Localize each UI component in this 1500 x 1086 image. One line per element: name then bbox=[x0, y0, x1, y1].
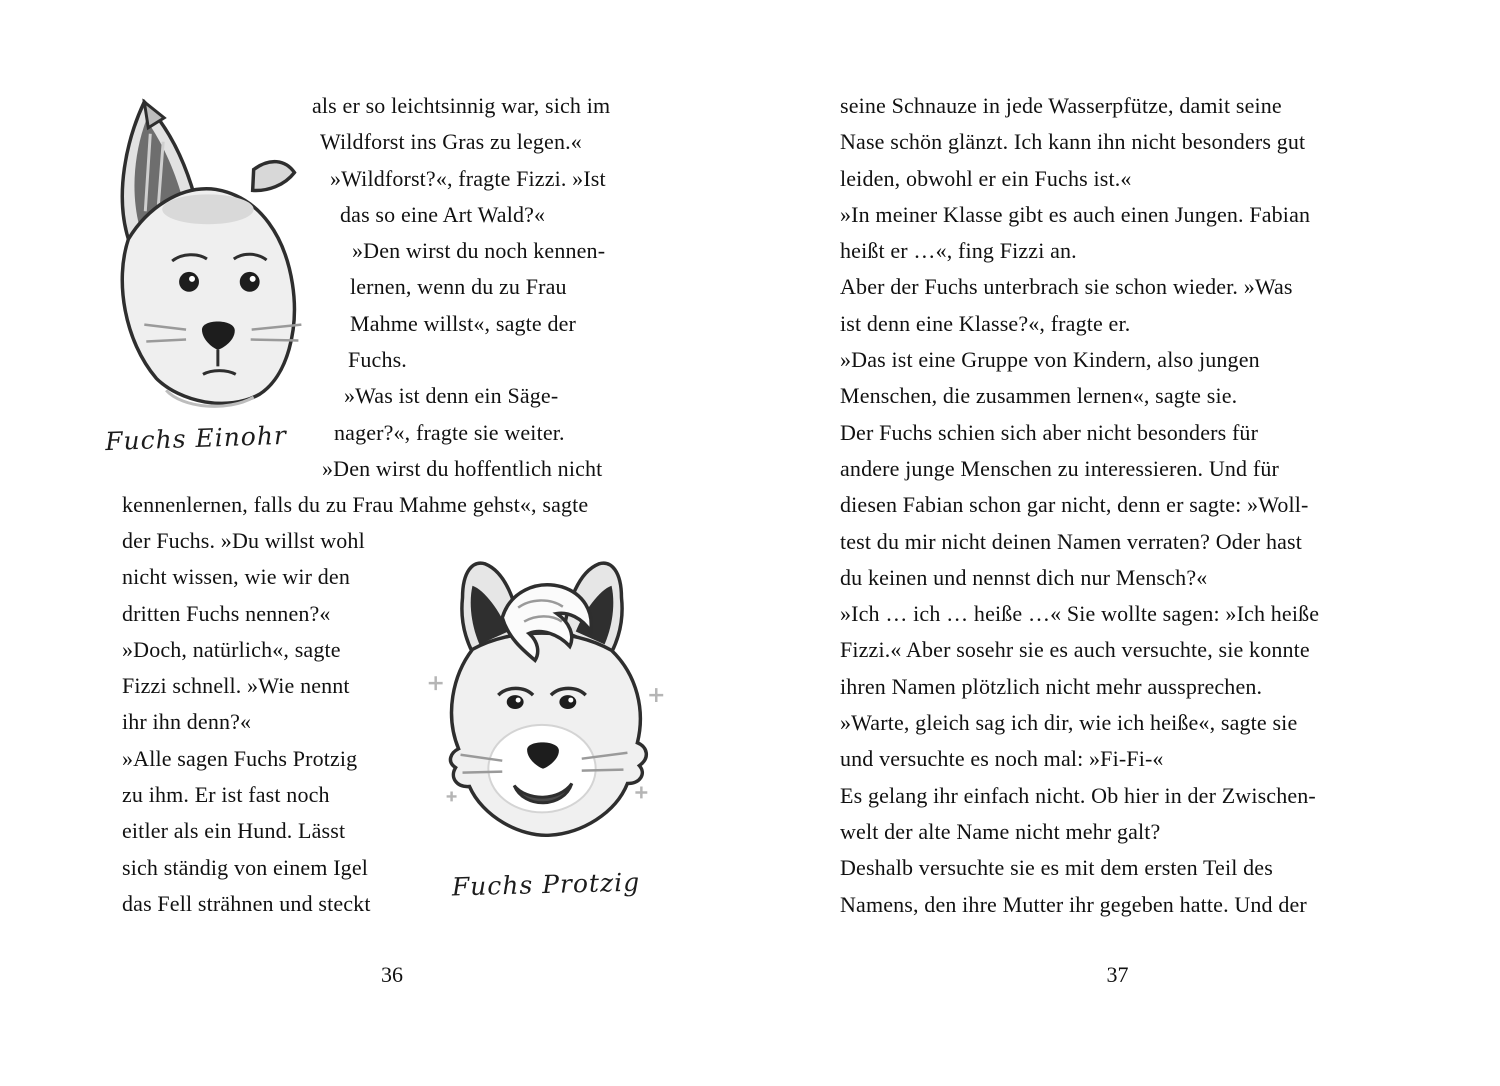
text-line: nicht wissen, wie wir den bbox=[122, 564, 350, 590]
text-line: »Den wirst du noch kennen- bbox=[352, 238, 606, 264]
fox-forehead-shading bbox=[162, 194, 253, 224]
text-line: lernen, wenn du zu Frau bbox=[350, 274, 567, 300]
text-line: Der Fuchs schien sich aber nicht besonders für bbox=[840, 419, 1259, 445]
text-line: Fizzi schnell. »Wie nennt bbox=[122, 673, 350, 699]
fox-protzig-drawing bbox=[408, 556, 676, 864]
text-line: und versuchte es noch mal: »Fi-Fi-« bbox=[840, 746, 1164, 772]
text-line: »Ich … ich … heiße …« Sie wollte sagen: »Ich heiße bbox=[840, 601, 1320, 627]
text-line: seine Schnauze in jede Wasserpfütze, damit seine bbox=[840, 93, 1282, 118]
text-line: ist denn eine Klasse?«, fragte er. bbox=[840, 310, 1131, 336]
text-line: Aber der Fuchs unterbrach sie schon wieder. »Was bbox=[840, 274, 1293, 300]
text-line: »In meiner Klasse gibt es auch einen Jungen. Fabian bbox=[840, 201, 1311, 227]
text-line: Fizzi.« Aber sosehr sie es auch versuchte, sie konnte bbox=[840, 637, 1310, 663]
text-line: test du mir nicht deinen Namen verraten? Oder hast bbox=[840, 528, 1303, 554]
text-line: »Das ist eine Gruppe von Kindern, also jungen bbox=[840, 347, 1260, 373]
fox-einohr-illustration bbox=[85, 90, 307, 428]
left-page-text-full-width bbox=[122, 487, 662, 523]
fox-protzig-caption: Fuchs Protzig bbox=[451, 867, 641, 902]
right-page-number: 37 bbox=[1106, 962, 1129, 987]
text-line: »Alle sagen Fuchs Protzig bbox=[122, 745, 358, 771]
text-line: Menschen, die zusammen lernen«, sagte sie. bbox=[840, 383, 1238, 409]
text-line: »Den wirst du hoffentlich nicht bbox=[322, 455, 603, 481]
text-line: das so eine Art Wald?« bbox=[340, 201, 546, 227]
text-line: kennenlernen, falls du zu Frau Mahme gehst«, sagte bbox=[122, 492, 589, 517]
text-line: »Was ist denn ein Säge- bbox=[344, 383, 559, 409]
fox-einohr-caption: Fuchs Einohr bbox=[104, 420, 288, 457]
left-page-number: 36 bbox=[381, 962, 403, 987]
text-line: Namens, den ihre Mutter ihr gegeben hatte. Und der bbox=[840, 891, 1307, 917]
text-line: der Fuchs. »Du willst wohl bbox=[122, 528, 365, 553]
text-line: Deshalb versuchte sie es mit dem ersten Teil des bbox=[840, 855, 1273, 881]
text-line: Mahme willst«, sagte der bbox=[350, 310, 576, 336]
text-line: Wildforst ins Gras zu legen.« bbox=[320, 129, 582, 155]
text-line: »Doch, natürlich«, sagte bbox=[122, 636, 341, 662]
text-line: ihren Namen plötzlich nicht mehr aussprechen. bbox=[840, 673, 1263, 699]
text-line: eitler als ein Hund. Lässt bbox=[122, 818, 346, 844]
fox-einohr-drawing bbox=[85, 90, 307, 428]
text-line: leiden, obwohl er ein Fuchs ist.« bbox=[840, 165, 1132, 191]
text-line: das Fell strähnen und steckt bbox=[122, 890, 371, 916]
text-line: ihr ihn denn?« bbox=[122, 709, 252, 735]
text-line: Fuchs. bbox=[348, 347, 407, 373]
text-line: Es gelang ihr einfach nicht. Ob hier in der Zwischen- bbox=[840, 782, 1316, 808]
fox-protzig-illustration bbox=[408, 556, 676, 864]
text-line: heißt er …«, fing Fizzi an. bbox=[840, 238, 1077, 264]
text-line: du keinen und nennst dich nur Mensch?« bbox=[840, 564, 1208, 590]
left-page-text-beside-fox1 bbox=[310, 88, 660, 487]
text-line: andere junge Menschen zu interessieren. Und für bbox=[840, 455, 1279, 481]
text-line: sich ständig von einem Igel bbox=[122, 854, 368, 880]
text-line: nager?«, fragte sie weiter. bbox=[334, 419, 565, 445]
right-page-text bbox=[840, 88, 1395, 923]
text-line: »Warte, gleich sag ich dir, wie ich heiße«, sagte sie bbox=[840, 710, 1298, 736]
text-line: »Wildforst?«, fragte Fizzi. »Ist bbox=[330, 165, 606, 191]
text-line: welt der alte Name nicht mehr galt? bbox=[840, 818, 1161, 844]
text-line: zu ihm. Er ist fast noch bbox=[122, 782, 330, 808]
left-page-text-beside-fox2 bbox=[122, 523, 417, 922]
fox-ear-stub bbox=[253, 162, 295, 191]
text-line: als er so leichtsinnig war, sich im bbox=[312, 93, 611, 118]
text-line: dritten Fuchs nennen?« bbox=[122, 600, 331, 626]
text-line: Nase schön glänzt. Ich kann ihn nicht besonders gut bbox=[840, 129, 1306, 155]
text-line: diesen Fabian schon gar nicht, denn er sagte: »Woll- bbox=[840, 492, 1309, 518]
